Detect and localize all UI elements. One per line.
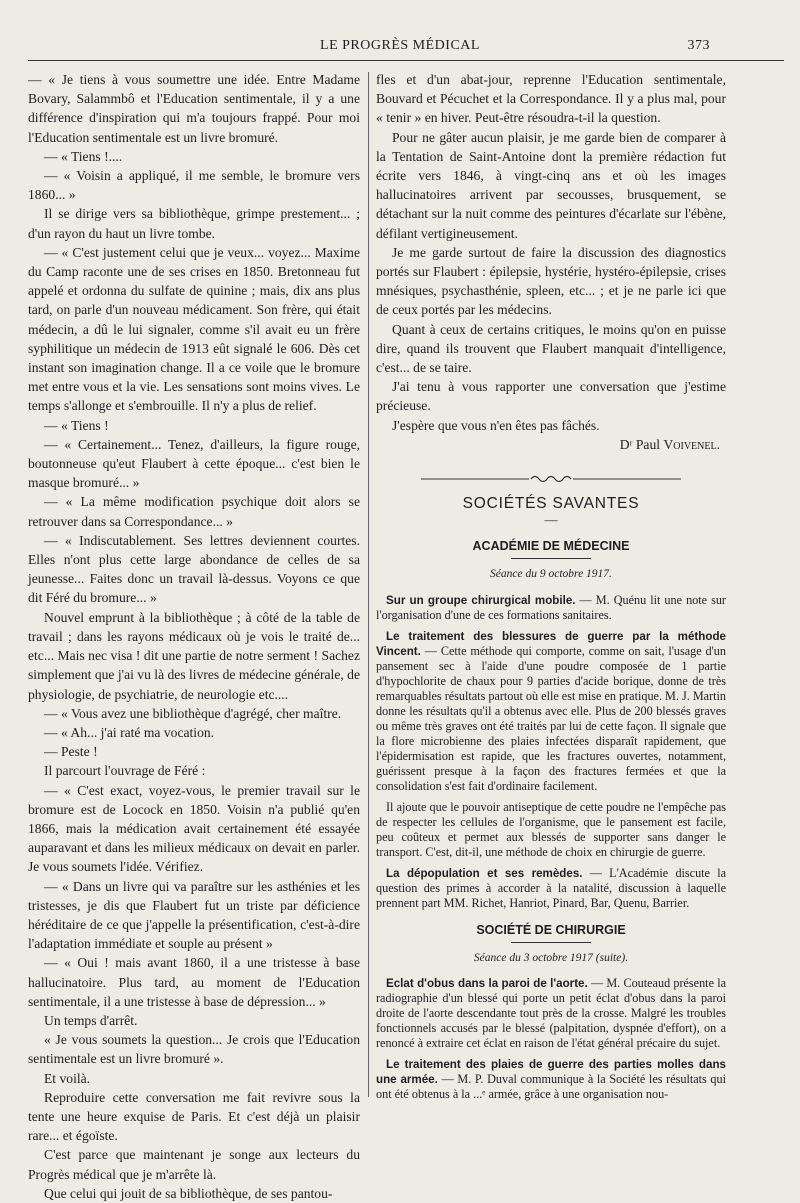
report-text: — M. P. Duval communique à la Société les résultats qui ont été obtenus à la ...ᵉ armée, grâce à une organisation nou-	[376, 1072, 726, 1102]
paragraph: — « C'est exact, voyez-vous, le premier travail sur le bromure est de Locock en 1850. Voisin n'a publié qu'en 1866, mais la médication avait certainement été essayée auparavant et dans les milieux médicaux on devait en parler. Je vous soumets l'idée. Vérifiez.	[28, 782, 360, 875]
paragraph: Quant à ceux de certains critiques, le moins qu'on en puisse dire, quand ils trouvent que Flaubert manquait d'intelligence, c'est... de se taire.	[376, 321, 726, 376]
ornament-rule-icon	[421, 474, 681, 484]
report-lead: Eclat d'obus dans la paroi de l'aorte.	[386, 977, 588, 991]
paragraph: Nouvel emprunt à la bibliothèque ; à côté de la table de travail ; dans les rayons médicaux où je vois le traité de... etc... Mais nec visa ! dit une partie de notre serment ! Sachez simplement que j'ai vu là des livres de médecine générale, de physiologie, de psychiatrie, de neurologie etc....	[28, 609, 360, 702]
running-head	[0, 38, 800, 58]
paragraph: Il parcourt l'ouvrage de Féré :	[44, 763, 206, 779]
academie-seance: Séance du 9 octobre 1917.	[490, 568, 612, 581]
paragraph: — « La même modification psychique doit alors se retrouver dans sa Correspondance... »	[28, 494, 360, 529]
paragraph: Que celui qui jouit de sa bibliothèque, de ses pantou-	[44, 1185, 333, 1201]
paragraph: Un temps d'arrêt.	[44, 1012, 138, 1028]
paragraph: Et voilà.	[44, 1070, 91, 1086]
subtitle-rule	[511, 942, 591, 943]
report-text: — L'Académie discute la question des primes à accorder à la natalité, discussion à laquelle prennent part MM. Richet, Hanriot, Pinard, Bar, Quenu, Barrier.	[376, 865, 726, 910]
paragraph: — « Voisin a appliqué, il me semble, le bromure vers 1860... »	[28, 168, 360, 203]
paragraph: — « C'est justement celui que je veux... voyez... Maxime du Camp raconte une de ses crises en 1850. Bretonneau fut appelé et ordonna du sulfate de quinine ; mais, dix ans plus tard, on parle d'un nouveau médicament. Son frère, qui était médecin, a dû le lui signaler, comme s'il avait eu un frère syphilitique un médecin de 1913 eût signalé le 606. Dès cet instant son imagination change. Il a ce voile que le bromure met entre vous et la vie. Les sensations sont moins vives. Le temps s'allonge et s'embrouille. Il n'y a plus de relief.	[28, 244, 360, 414]
subtitle-rule	[511, 558, 591, 559]
paragraph: C'est parce que maintenant je songe aux lecteurs du Progrès médical que je m'arrête là.	[28, 1147, 360, 1182]
report-text: — M. Couteaud présente la radiographie d'un blessé qui porte un petit éclat d'obus dans la paroi droite de l'aorte descendante tout près de la crosse. Malgré les troubles fonctionnels accusés par le blessé (palpitation, dyspnée d'effort), on a renoncé à extraire cet éclat en raison de l'état général précaire du sujet.	[376, 976, 726, 1051]
chirurgie-reports	[376, 976, 726, 1102]
paragraph: — « Vous avez une bibliothèque d'agrégé, cher maître.	[44, 705, 342, 721]
journal-title: LE PROGRÈS MÉDICAL	[320, 38, 480, 53]
report-item	[376, 866, 726, 911]
section-dash: —	[544, 512, 558, 528]
report-item	[376, 629, 726, 794]
paragraph: — Peste !	[44, 744, 98, 760]
paragraph: Pour ne gâter aucun plaisir, je me garde bien de comparer à la Tentation de Saint-Antoine dont la première rédaction fut écrite vers 1846, à vingt-cinq ans et où les images hallucinatoires arrivent par secousses, brusquement, se détachant sur la nuit comme des peintures d'écarlate sur l'ébène, défilant vertigineusement.	[376, 129, 726, 241]
paragraph: — « Oui ! mais avant 1860, il a une tristesse à base hallucinatoire. Plus tard, au moment de l'Education sentimentale, il a une tristesse à base de dépression... »	[28, 955, 360, 1009]
paragraph: — « Tiens !	[44, 417, 109, 433]
author-signature	[376, 435, 726, 454]
chirurgie-title: SOCIÉTÉ DE CHIRURGIE	[476, 922, 626, 937]
academie-reports	[376, 593, 726, 911]
signature-name: Voivenel.	[663, 436, 720, 452]
report-text: — M. Quénu lit une note sur l'organisation d'une de ces formations sanitaires.	[376, 592, 726, 622]
signature-prefix: Dʳ Paul	[619, 436, 661, 452]
report-item	[376, 1057, 726, 1102]
academie-title: ACADÉMIE DE MÉDECINE	[472, 539, 630, 554]
section-title: SOCIÉTÉS SAVANTES	[462, 495, 640, 513]
report-lead: Le traitement des plaies de guerre des parties molles dans une armée.	[376, 1058, 726, 1087]
paragraph: — « Tiens !....	[44, 148, 123, 164]
chirurgie-seance: Séance du 3 octobre 1917 (suite).	[473, 951, 629, 964]
left-column	[28, 70, 360, 1203]
report-text: — Cette méthode qui comporte, comme on sait, l'usage d'un pansement sec à l'aide d'une poudre composée de 1 partie d'hypochlorite de chaux pour 9 parties d'acide borique, donne de très remarquables résultats partout où elle est mise en pratique. M. J. Martin donne les résultats qu'il a obtenus avec elle. Plus de 200 blessés graves ou même très graves ont été traités par lui de cette façon. Il signale que la flore microbienne des plaies infectées disparaît rapidement, que l'épidermisation est rapide, que les fractures ouvertes, notamment, guérissent presque à la façon des fractures fermées et que la consolidation s'est fait d'ordinaire facilement.	[376, 643, 726, 793]
paragraph: — « Indiscutablement. Ses lettres deviennent courtes. Elles n'ont plus cette large abondance de celles de sa jeunesse... Faites donc un travail là-dessus. Voyons ce que dit Féré du bromure... »	[28, 532, 360, 606]
ornament-divider	[376, 474, 726, 484]
paragraph: J'ai tenu à vous rapporter une conversation que j'estime précieuse.	[376, 379, 726, 414]
report-lead: La dépopulation et ses remèdes.	[386, 866, 583, 880]
page-number: 373	[687, 38, 710, 53]
paragraph: — « Certainement... Tenez, d'ailleurs, la figure rouge, boutonneuse qu'eut Flaubert à cette époque... c'est bien le masque bromuré... »	[28, 436, 360, 491]
report-item	[376, 800, 726, 860]
paragraph: Je me garde surtout de faire la discussion des diagnostics portés sur Flaubert : épilepsie, hystérie, hystéro-épilepsie, crises mnésiques, psychasthénie, spleen, etc... ; et je ne parle ici que de ceux portés par les médecins.	[376, 244, 726, 318]
column-divider	[368, 72, 369, 1097]
paragraph: Reproduire cette conversation me fait revivre sous la tente une heure exquise de Paris. Et c'est déjà un plaisir rare... et égoïste.	[28, 1089, 360, 1144]
header-rule	[28, 60, 784, 61]
paragraph: — « Je tiens à vous soumettre une idée. Entre Madame Bovary, Salammbô et l'Education sentimentale, il y a une différence d'inspiration qui m'a toujours frappé. Pour moi l'Education sentimentale est un livre bromuré.	[28, 72, 360, 145]
paragraph: J'espère que vous n'en êtes pas fâchés.	[392, 417, 600, 433]
paragraph: Il se dirige vers sa bibliothèque, grimpe prestement... ; d'un rayon du haut un livre tombe.	[28, 206, 360, 241]
report-item	[376, 593, 726, 623]
report-text: Il ajoute que le pouvoir antiseptique de cette poudre ne l'empêche pas de respecter les cellules de l'organisme, que le pansement est facile, peu coûteux et permet aux blessés de supporter sans danger le transport. C'est, dit-il, une méthode de choix en chirurgie de guerre.	[376, 799, 726, 859]
paragraph: — « Dans un livre qui va paraître sur les asthénies et les tristesses, je dis que Flaubert fut un triste par déficience héréditaire de ce que j'appelle la présentification, c'est-à-dire l'adaptation immédiate et souple au présent »	[28, 878, 360, 952]
paragraph: fles et d'un abat-jour, reprenne l'Education sentimentale, Bouvard et Pécuchet et la Correspondance. Il y a plus mal, pour « tenir » en hiver. Peut-être résoudra-t-il la question.	[376, 72, 726, 126]
paragraph: « Je vous soumets la question... Je crois que l'Education sentimentale est un livre bromuré ».	[28, 1032, 360, 1067]
paragraph: — « Ah... j'ai raté ma vocation.	[44, 724, 215, 740]
right-column	[376, 70, 726, 1108]
report-lead: Le traitement des blessures de guerre par la méthode Vincent.	[376, 629, 726, 658]
report-item	[376, 976, 726, 1051]
report-lead: Sur un groupe chirurgical mobile.	[386, 593, 576, 607]
